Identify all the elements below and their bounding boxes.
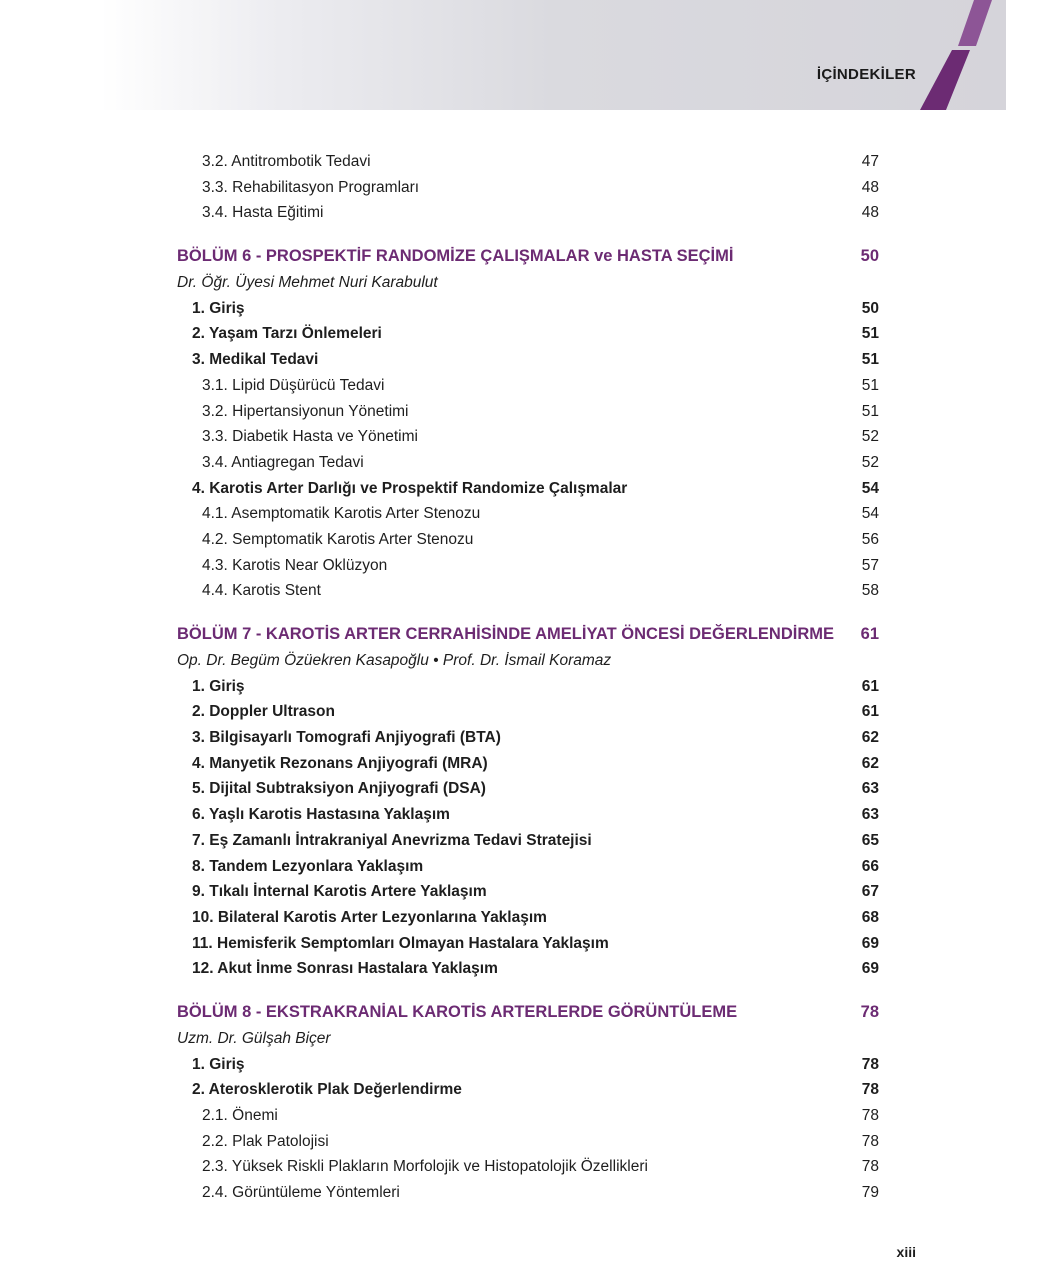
toc-entry-label: BÖLÜM 8 - EKSTRAKRANİAL KAROTİS ARTERLERDE GÖRÜNTÜLEME — [177, 1002, 738, 1021]
toc-section-entry — [177, 776, 879, 802]
toc-entry-page-number: 79 — [861, 1184, 879, 1202]
toc-entry-label: BÖLÜM 6 - PROSPEKTİF RANDOMİZE ÇALIŞMALAR ve HASTA SEÇİMİ — [177, 247, 734, 266]
toc-entry-page-number: 58 — [861, 582, 879, 600]
toc-entry-page-number: 62 — [861, 729, 879, 747]
toc-section-entry — [177, 802, 879, 828]
toc-section-entry — [177, 476, 879, 502]
toc-entry-label: 1. Giriş — [192, 299, 245, 317]
toc-subsection-entry — [177, 1129, 879, 1155]
toc-entry-page-number: 62 — [861, 754, 879, 772]
toc-entry-page-number: 48 — [861, 178, 879, 196]
toc-entry-page-number: 50 — [860, 247, 879, 266]
toc-entry-page-number: 61 — [861, 703, 879, 721]
toc-entry-page-number: 78 — [861, 1055, 879, 1073]
toc-section-entry — [177, 347, 879, 373]
toc-subsection-entry — [177, 527, 879, 553]
toc-section-entry — [177, 725, 879, 751]
toc-entry-label: 9. Tıkalı İnternal Karotis Artere Yaklaşım — [192, 883, 487, 901]
toc-entry-page-number: 78 — [861, 1132, 879, 1150]
toc-entry-page-number: 56 — [861, 530, 879, 548]
toc-entry-page-number: 48 — [861, 204, 879, 222]
toc-entry-page-number: 51 — [861, 402, 879, 420]
toc-chapter-heading — [177, 999, 879, 1026]
toc-chapter-author — [177, 1026, 879, 1052]
toc-section-entry — [177, 321, 879, 347]
toc-subsection-entry — [177, 1103, 879, 1129]
toc-subsection-entry — [177, 578, 879, 604]
toc-subsection-entry — [177, 1154, 879, 1180]
toc-entry-page-number: 52 — [861, 428, 879, 446]
toc-entry-page-number: 78 — [861, 1158, 879, 1176]
toc-section-entry — [177, 956, 879, 982]
toc-entry-label: 1. Giriş — [192, 1055, 245, 1073]
toc-entry-label: 3.2. Hipertansiyonun Yönetimi — [202, 402, 409, 420]
header-band — [0, 0, 1006, 110]
toc-subsection-entry — [177, 450, 879, 476]
toc-chapter-heading — [177, 621, 879, 648]
toc-section-entry — [177, 296, 879, 322]
page-number: xiii — [896, 1244, 916, 1260]
toc-section-entry — [177, 751, 879, 777]
toc-entry-label: 2.2. Plak Patolojisi — [202, 1132, 329, 1150]
toc-entry-label: 2.1. Önemi — [202, 1107, 278, 1124]
toc-entry-page-number: 63 — [861, 780, 879, 798]
toc-entry-label: 4. Manyetik Rezonans Anjiyografi (MRA) — [192, 754, 488, 772]
toc-section-entry — [177, 931, 879, 957]
toc-entry-label: 4.4. Karotis Stent — [202, 582, 321, 600]
toc-entry-page-number: 67 — [861, 883, 879, 901]
toc-entry-page-number: 78 — [861, 1107, 879, 1124]
toc-entry-page-number: 63 — [861, 806, 879, 824]
toc-entry-label: 4.3. Karotis Near Oklüzyon — [202, 556, 388, 574]
toc-entry-label: 2. Aterosklerotik Plak Değerlendirme — [192, 1081, 462, 1099]
toc-entry-label: 5. Dijital Subtraksiyon Anjiyografi (DSA) — [192, 780, 486, 798]
toc-entry-page-number: 54 — [861, 479, 879, 497]
toc-entry-label: 8. Tandem Lezyonlara Yaklaşım — [192, 857, 424, 875]
toc-subsection-entry — [177, 149, 879, 175]
toc-entry-page-number: 61 — [860, 625, 879, 643]
toc-entry-page-number: 52 — [861, 453, 879, 471]
toc-section-entry — [177, 854, 879, 880]
header-stripe-decoration — [910, 0, 1006, 112]
toc-entry-label: BÖLÜM 7 - KAROTİS ARTER CERRAHİSİNDE AMELİYAT ÖNCESİ DEĞERLENDİRME — [177, 625, 834, 643]
toc-entry-page-number: 47 — [861, 153, 879, 170]
toc-subsection-entry — [177, 1180, 879, 1206]
toc-entry-label: 3.4. Hasta Eğitimi — [202, 204, 324, 222]
toc-entry-label: Uzm. Dr. Gülşah Biçer — [177, 1029, 331, 1047]
toc-entry-label: 2.4. Görüntüleme Yöntemleri — [202, 1184, 400, 1202]
toc-entry-label: 2. Doppler Ultrason — [192, 703, 335, 721]
toc-chapter-author — [177, 648, 879, 674]
toc-entry-page-number: 51 — [861, 376, 879, 394]
toc-entry-label: 3.2. Antitrombotik Tedavi — [202, 153, 371, 170]
toc-entry-page-number: 69 — [861, 934, 879, 952]
toc-section-entry — [177, 879, 879, 905]
toc-subsection-entry — [177, 373, 879, 399]
toc-section-entry — [177, 1077, 879, 1103]
toc-entry-label: 4.1. Asemptomatik Karotis Arter Stenozu — [202, 505, 481, 523]
toc-subsection-entry — [177, 424, 879, 450]
toc-section-entry — [177, 828, 879, 854]
toc-chapter-heading — [177, 243, 879, 270]
toc-subsection-entry — [177, 399, 879, 425]
toc-entry-label: 3. Bilgisayarlı Tomografi Anjiyografi (BTA) — [192, 729, 501, 747]
toc-entry-label: 3.4. Antiagregan Tedavi — [202, 453, 364, 471]
toc-entry-page-number: 78 — [861, 1081, 879, 1099]
toc-entry-page-number: 68 — [861, 908, 879, 926]
stripe-dark — [920, 50, 970, 110]
toc-entry-page-number: 69 — [861, 960, 879, 978]
toc-entry-label: 10. Bilateral Karotis Arter Lezyonlarına Yaklaşım — [192, 908, 547, 926]
toc-entry-page-number: 57 — [861, 556, 879, 574]
toc-entry-page-number: 50 — [861, 299, 879, 317]
toc-section-entry — [177, 905, 879, 931]
toc-section-entry — [177, 699, 879, 725]
toc-entry-label: 2. Yaşam Tarzı Önlemeleri — [192, 325, 382, 343]
toc-entry-page-number: 65 — [861, 831, 879, 849]
toc-entry-page-number: 66 — [861, 857, 879, 875]
toc-entry-label: 3.1. Lipid Düşürücü Tedavi — [202, 376, 385, 394]
toc-section-entry — [177, 674, 879, 700]
toc-entry-label: 12. Akut İnme Sonrası Hastalara Yaklaşım — [192, 960, 498, 978]
toc-entry-page-number: 54 — [861, 505, 879, 523]
toc-subsection-entry — [177, 553, 879, 579]
toc-entry-page-number: 61 — [861, 677, 879, 695]
toc-entry-label: 3. Medikal Tedavi — [192, 351, 319, 369]
toc-entry-label: 11. Hemisferik Semptomları Olmayan Hastalara Yaklaşım — [192, 934, 609, 952]
table-of-contents — [177, 149, 879, 1206]
toc-entry-label: 3.3. Diabetik Hasta ve Yönetimi — [202, 428, 418, 446]
toc-entry-page-number: 51 — [861, 325, 879, 343]
toc-subsection-entry — [177, 501, 879, 527]
toc-entry-label: Dr. Öğr. Üyesi Mehmet Nuri Karabulut — [177, 274, 438, 292]
toc-entry-label: 7. Eş Zamanlı İntrakraniyal Anevrizma Tedavi Stratejisi — [192, 831, 592, 849]
toc-entry-label: 1. Giriş — [192, 677, 245, 695]
stripe-light — [958, 0, 992, 46]
toc-chapter-author — [177, 270, 879, 296]
toc-entry-label: 6. Yaşlı Karotis Hastasına Yaklaşım — [192, 806, 450, 824]
toc-subsection-entry — [177, 175, 879, 201]
toc-entry-label: Op. Dr. Begüm Özüekren Kasapoğlu • Prof. Dr. İsmail Koramaz — [177, 652, 612, 669]
toc-entry-page-number: 51 — [861, 351, 879, 369]
toc-section-entry — [177, 1052, 879, 1078]
toc-entry-label: 4. Karotis Arter Darlığı ve Prospektif Randomize Çalışmalar — [192, 479, 628, 497]
toc-entry-page-number: 78 — [860, 1002, 879, 1021]
toc-entry-label: 2.3. Yüksek Riskli Plakların Morfolojik ve Histopatolojik Özellikleri — [202, 1158, 648, 1176]
toc-entry-label: 4.2. Semptomatik Karotis Arter Stenozu — [202, 530, 474, 548]
section-title: İÇİNDEKİLER — [816, 66, 916, 83]
toc-entry-label: 3.3. Rehabilitasyon Programları — [202, 178, 420, 196]
toc-subsection-entry — [177, 200, 879, 226]
